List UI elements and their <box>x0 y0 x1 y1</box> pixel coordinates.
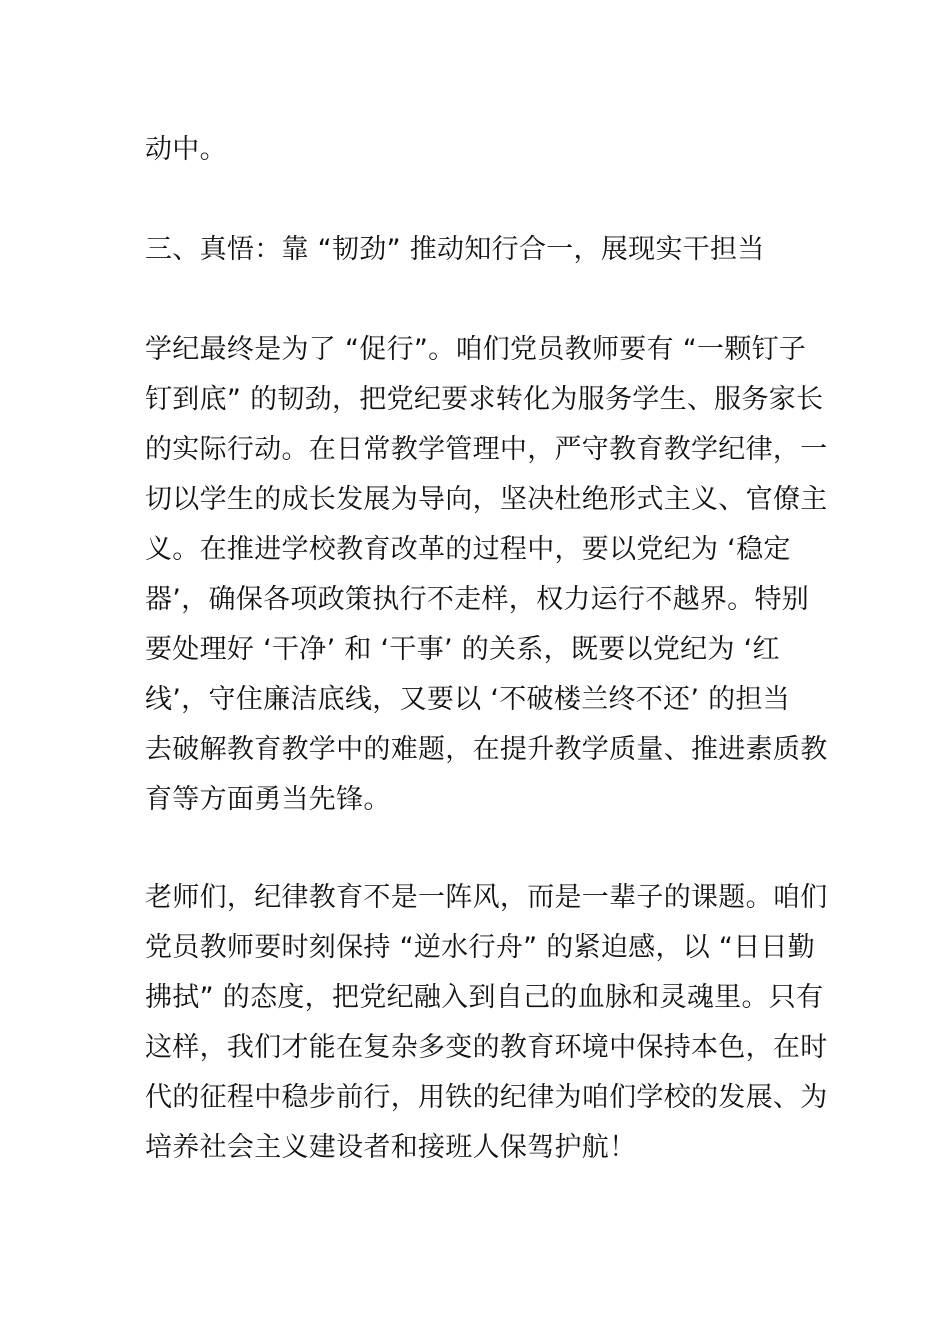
section-heading: 三、真悟：靠 “韧劲” 推动知行合一，展现实干担当 <box>145 234 765 265</box>
text-line: 钉到底” 的韧劲，把党纪要求转化为服务学生、服务家长 <box>145 384 824 415</box>
text-line: 要处理好 ‘干净’ 和 ‘干事’ 的关系，既要以党纪为 ‘红 <box>145 634 780 665</box>
text-line: 培养社会主义建设者和接班人保驾护航！ <box>145 1132 637 1163</box>
text-line: 的实际行动。在日常教学管理中，严守教育教学纪律，一 <box>145 434 828 465</box>
text-line: 线’，守住廉洁底线，又要以 ‘不破楼兰终不还’ 的担当 <box>145 684 791 715</box>
text-line: 去破解教育教学中的难题，在提升教学质量、推进素质教 <box>145 734 828 765</box>
text-line: 代的征程中稳步前行，用铁的纪律为咱们学校的发展、为 <box>145 1082 828 1113</box>
text-line: 拂拭” 的态度，把党纪融入到自己的血脉和灵魂里。只有 <box>145 982 824 1013</box>
text-line: 老师们，纪律教育不是一阵风，而是一辈子的课题。咱们 <box>145 882 828 913</box>
text-line: 这样，我们才能在复杂多变的教育环境中保持本色，在时 <box>145 1032 828 1063</box>
text-line: 切以学生的成长发展为导向，坚决杜绝形式主义、官僚主 <box>145 484 828 515</box>
text-line: 动中。 <box>145 134 227 165</box>
text-line: 育等方面勇当先锋。 <box>145 784 391 815</box>
text-line: 党员教师要时刻保持 “逆水行舟” 的紧迫感，以 “日日勤 <box>145 932 816 963</box>
text-line: 器’，确保各项政策执行不走样，权力运行不越界。特别 <box>145 584 810 615</box>
text-line: 学纪最终是为了 “促行”。咱们党员教师要有 “一颗钉子 <box>145 334 807 365</box>
text-line: 义。在推进学校教育改革的过程中，要以党纪为 ‘稳定 <box>145 534 791 565</box>
